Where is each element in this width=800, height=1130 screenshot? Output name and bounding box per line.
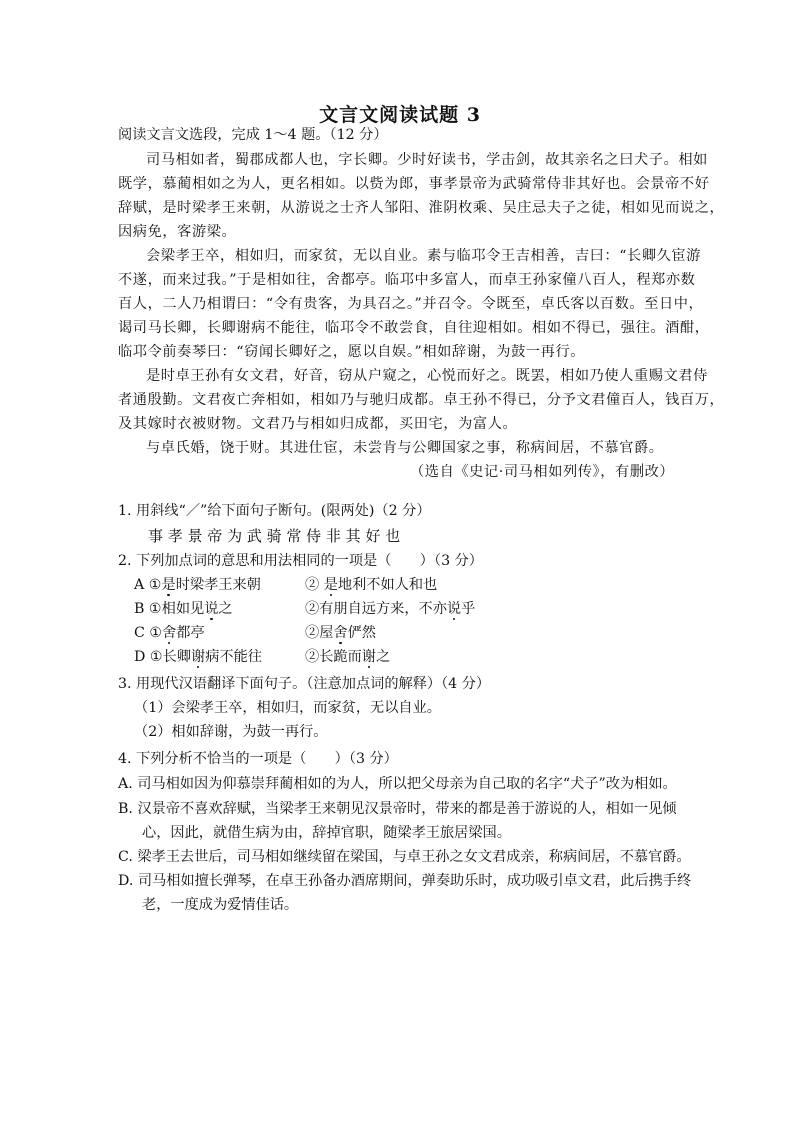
passage-line: 百人，二人乃相谓曰：“令有贵客，为具召之。”并召令。令既至，卓氏客以百数。至日中，	[118, 296, 704, 312]
passage-line: 及其嫁时衣被财物。文君乃与相如归成都，买田宅，为富人。	[118, 416, 518, 432]
question-3-item-2: （2）相如辞谢，为鼓一再行。	[134, 724, 328, 740]
emphasis-dot-char: 舍	[333, 625, 348, 641]
passage-line: 司马相如者，蜀郡成都人也，字长卿。少时好读书，学击剑，故其亲名之曰犬子。相如	[146, 152, 708, 168]
question-2-option-c-left: C ①舍都亭	[134, 625, 205, 641]
passage-line: 与卓氏婚，饶于财。其进仕宦，未尝肯与公卿国家之事，称病间居，不慕官爵。	[146, 440, 664, 456]
emphasis-dot-char: 是	[161, 577, 176, 593]
document-title: 文言文阅读试题 3	[319, 104, 481, 126]
passage-line: 谒司马长卿，长卿谢病不能往，临邛令不敢尝食，自往迎相如。相如不得已，强往。酒酣，	[118, 320, 710, 336]
question-4-option-c: C. 梁孝王去世后，司马相如继续留在梁国，与卓王孙之女文君成亲，称病间居，不慕官爵。	[118, 849, 691, 865]
passage-line: 是时卓王孙有女文君，好音，窃从户窥之，心悦而好之。既罢，相如乃使人重赐文君侍	[146, 368, 708, 384]
passage-line: 者通殷勤。文君夜亡奔相如，相如乃与驰归成都。卓王孙不得已，分予文君僮百人，钱百万，	[118, 392, 725, 408]
emphasis-dot-char: 舍	[162, 625, 177, 641]
question-1-prompt: 1. 用斜线“／”给下面句子断句。(限两处)（2 分）	[118, 503, 431, 519]
emphasis-dot-char: 说	[204, 601, 219, 617]
question-2-option-d-left: D ①长卿谢病不能往	[134, 649, 262, 665]
emphasis-dot-char: 说	[446, 601, 462, 617]
question-3-item-1: （1）会梁孝王卒，相如归，而家贫，无以自业。	[134, 700, 441, 716]
passage-line: 会梁孝王卒，相如归，而家贫，无以自业。素与临邛令王吉相善，吉曰：“长卿久宦游	[146, 248, 701, 264]
question-2-option-d-right: ②长跪而谢之	[305, 649, 391, 665]
question-4-prompt: 4. 下列分析不恰当的一项是（ ）（3 分）	[118, 751, 398, 767]
passage-source: （选自《史记·司马相如列传》，有删改）	[410, 464, 675, 480]
question-4-option-d-cont: 老，一度成为爱情佳话。	[142, 897, 299, 913]
emphasis-dot-char: 谢	[190, 649, 206, 665]
question-4-option-b: B. 汉景帝不喜欢辞赋，当梁孝王来朝见汉景帝时，带来的都是善于游说的人，相如一见倾	[118, 801, 677, 817]
instruction: 阅读文言文选段，完成 1～4 题。（12 分）	[118, 127, 388, 143]
passage-line: 因病免，客游梁。	[118, 224, 237, 240]
question-2-option-c-right: ②屋舍俨然	[305, 625, 376, 641]
passage-line: 不遂，而来过我。”于是相如往，舍都亭。临邛中多富人，而卓王孙家僮八百人，程郑亦数	[118, 272, 696, 288]
passage-line: 既学，慕蔺相如之为人，更名相如。以赀为郎，事孝景帝为武骑常侍非其好也。会景帝不好	[118, 176, 710, 192]
question-4-option-b-cont: 心，因此，就借生病为由，辞掉官职，随梁孝王旅居梁国。	[142, 825, 511, 841]
question-3-prompt: 3. 用现代汉语翻译下面句子。（注意加点词的解释）（4 分）	[118, 676, 491, 692]
passage-line: 临邛令前奏琴曰：“窃闻长卿好之，愿以自娱。”相如辞谢，为鼓一再行。	[118, 344, 586, 360]
question-2-option-b-right: ②有朋自远方来，不亦说乎	[305, 601, 476, 617]
question-4-option-a: A. 司马相如因为仰慕崇拜蔺相如的为人，所以把父母亲为自己取的名字“犬子”改为相如。	[118, 776, 677, 792]
question-2-prompt: 2. 下列加点词的意思和用法相同的一项是（ ）（3 分）	[118, 553, 483, 569]
question-2-option-b-left: B ①相如见说之	[134, 601, 233, 617]
emphasis-dot-char: 谢	[361, 649, 376, 665]
question-4-option-d: D. 司马相如擅长弹琴，在卓王孙备办酒席期间，弹奏助乐时，成功吸引卓文君，此后携手终	[118, 873, 692, 889]
passage-line: 辞赋，是时梁孝王来朝，从游说之士齐人邹阳、淮阴枚乘、吴庄忌夫子之徒，相如见而说之，	[118, 200, 725, 216]
emphasis-dot-char: 是	[323, 577, 338, 593]
question-2-option-a-left: A ①是时梁孝王来朝	[134, 577, 261, 593]
question-2-option-a-right: ② 是地利不如人和也	[305, 577, 438, 593]
question-1-sentence: 事 孝 景 帝 为 武 骑 常 侍 非 其 好 也	[148, 527, 401, 545]
